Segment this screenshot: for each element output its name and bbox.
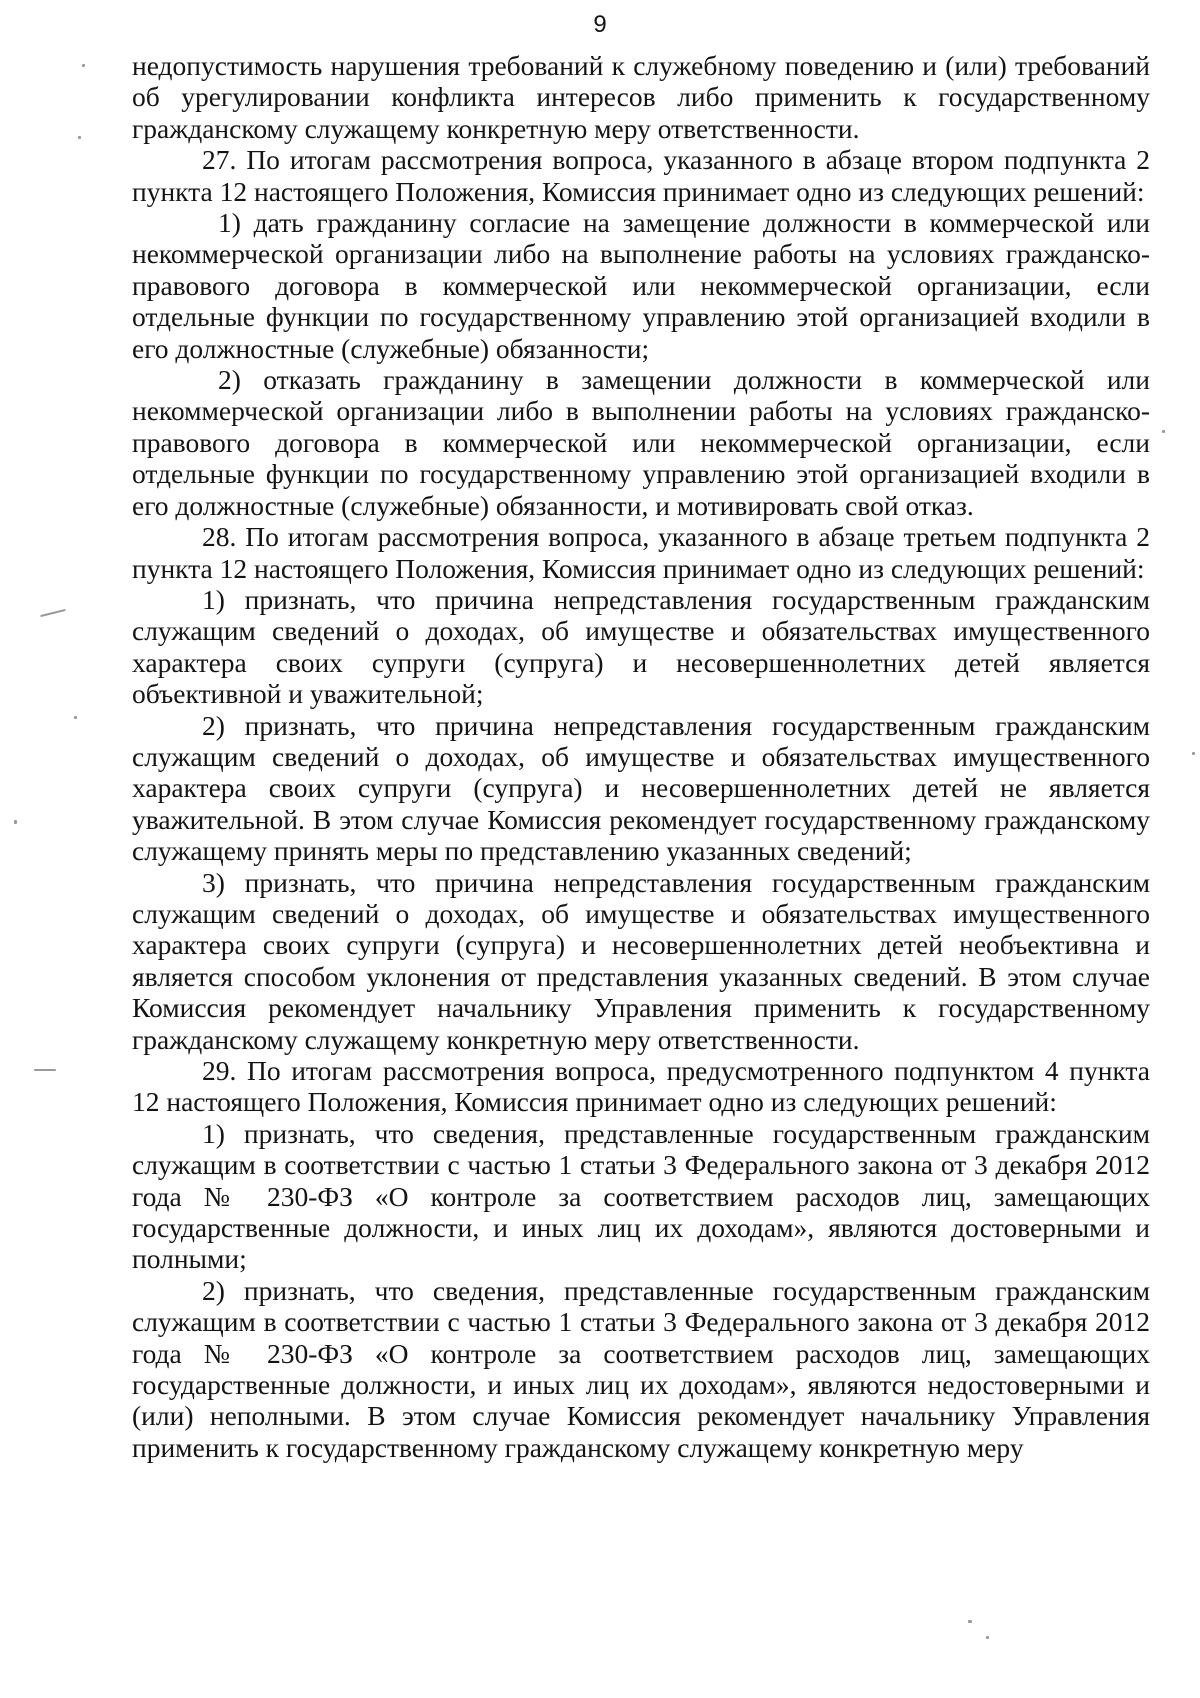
paragraph-29-item-2: 2) признать, что сведения, представленные государственным гражданским служащим в соответствии с частью 1 статьи 3 Федерального закона от 3 декабря 2012 года № 230-ФЗ «О контроле за соответствием расходов лиц, замещающих государственные должности, и иных лиц их доходам», являются недостоверными и (или) неполными. В этом случае Комиссия рекомендует начальнику Управления применить к государственному гражданскому служащему конкретную меру xyxy=(132,1274,1150,1463)
paragraph-27-item-2: 2) отказать гражданину в замещении должности в коммерческой или некоммерческой организации либо в выполнении работы на условиях гражданско-правового договора в коммерческой или некоммерческой организации, если отдельные функции по государственному управлению этой организацией входили в его должностные (служебные) обязанности, и мотивировать свой отказ. xyxy=(132,364,1150,521)
scan-speck xyxy=(74,716,77,719)
paragraph-28-item-1: 1) признать, что причина непредставления государственным гражданским служащим сведений о доходах, об имуществе и обязательствах имущественного характера своих супруги (супруга) и несовершеннолетних детей является объективной и уважительной; xyxy=(132,583,1150,710)
scan-speck xyxy=(968,1620,972,1623)
paragraph-28: 28. По итогам рассмотрения вопроса, указанного в абзаце третьем подпункта 2 пункта 12 настоящего Положения, Комиссия принимает одно из следующих решений: xyxy=(132,521,1150,584)
page-number: 9 xyxy=(593,11,607,38)
paragraph-continuation: недопустимость нарушения требований к служебному поведению и (или) требований об урегулировании конфликта интересов либо применить к государственному гражданскому служащему конкретную меру ответственности. xyxy=(132,50,1150,144)
scan-mark xyxy=(34,1069,56,1071)
paragraph-27-item-1: 1) дать гражданину согласие на замещение должности в коммерческой или некоммерческой организации либо на выполнение работы на условиях гражданско-правового договора в коммерческой или некоммерческой организации, если отдельные функции по государственному управлению этой организацией входили в его должностные (служебные) обязанности; xyxy=(132,207,1150,364)
document-body xyxy=(132,50,1150,1463)
scan-speck xyxy=(986,1636,989,1639)
scan-speck xyxy=(1162,430,1165,433)
paragraph-28-item-2: 2) признать, что причина непредставления государственным гражданским служащим сведений о доходах, об имуществе и обязательствах имущественного характера своих супруги (супруга) и несовершеннолетних детей не является уважительной. В этом случае Комиссия рекомендует государственному гражданскому служащему принять меры по представлению указанных сведений; xyxy=(132,709,1150,867)
scan-mark xyxy=(40,609,66,617)
paragraph-27: 27. По итогам рассмотрения вопроса, указанного в абзаце втором подпункта 2 пункта 12 настоящего Положения, Комиссия принимает одно из следующих решений: xyxy=(132,144,1150,207)
paragraph-29-item-1: 1) признать, что сведения, представленные государственным гражданским служащим в соответствии с частью 1 статьи 3 Федерального закона от 3 декабря 2012 года № 230-ФЗ «О контроле за соответствием расходов лиц, замещающих государственные должности, и иных лиц их доходам», являются достоверными и полными; xyxy=(132,1117,1150,1275)
scan-speck xyxy=(14,820,17,824)
scan-speck xyxy=(82,64,85,67)
scan-speck xyxy=(1192,752,1195,755)
scan-speck xyxy=(78,136,81,139)
paragraph-29: 29. По итогам рассмотрения вопроса, предусмотренного подпунктом 4 пункта 12 настоящего Положения, Комиссия принимает одно из следующих решений: xyxy=(132,1055,1150,1118)
paragraph-28-item-3: 3) признать, что причина непредставления государственным гражданским служащим сведений о доходах, об имуществе и обязательствах имущественного характера своих супруги (супруга) и несовершеннолетних детей необъективна и является способом уклонения от представления указанных сведений. В этом случае Комиссия рекомендует начальнику Управления применить к государственному гражданскому служащему конкретную меру ответственности. xyxy=(132,866,1150,1055)
